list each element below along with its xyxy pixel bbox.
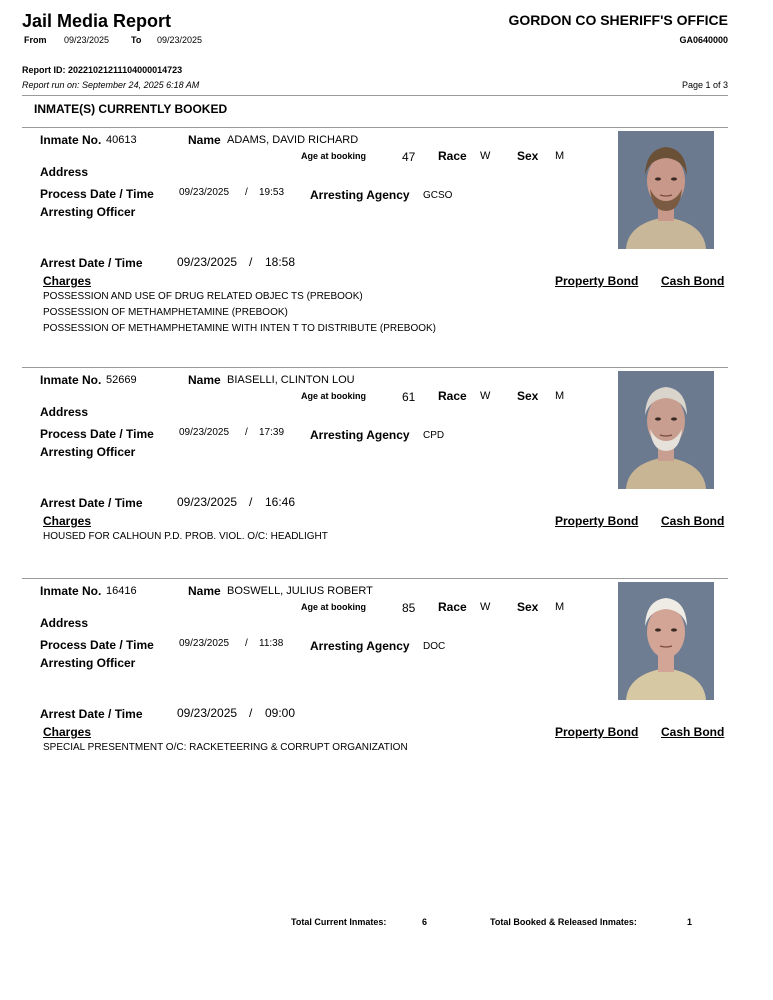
report-id: Report ID: 20221021211104000014723: [22, 65, 183, 75]
total-current-value: 6: [422, 917, 428, 927]
inmate-no-label: Inmate No.: [40, 133, 102, 147]
report-run-date: Report run on: September 24, 2025 6:18 AM: [22, 80, 200, 90]
inmate-record: [0, 367, 773, 577]
agency-label: Arresting Agency: [310, 188, 410, 202]
section-title: INMATE(S) CURRENTLY BOOKED: [34, 102, 228, 116]
record-divider: [22, 127, 728, 128]
officer-label: Arresting Officer: [40, 656, 136, 670]
race-value: W: [480, 601, 491, 613]
cash-bond-header: Cash Bond: [661, 274, 725, 288]
slash: /: [249, 706, 253, 720]
mugshot-photo: [618, 371, 714, 489]
charge-item: POSSESSION AND USE OF DRUG RELATED OBJEC TS (PREBOOK): [43, 291, 363, 302]
race-label: Race: [438, 600, 467, 614]
inmate-number: 16416: [106, 585, 137, 597]
race-label: Race: [438, 149, 467, 163]
age-label: Age at booking: [301, 151, 366, 161]
charge-item: POSSESSION OF METHAMPHETAMINE WITH INTEN T TO DISTRIBUTE (PREBOOK): [43, 323, 437, 334]
slash: /: [245, 187, 248, 198]
property-bond-header: Property Bond: [555, 514, 639, 528]
sex-value: M: [555, 601, 565, 613]
process-label: Process Date / Time: [40, 638, 154, 652]
inmate-no-label: Inmate No.: [40, 584, 102, 598]
total-released-label: Total Booked & Released Inmates:: [490, 917, 637, 927]
to-date: 09/23/2025: [157, 35, 203, 45]
inmate-no-label: Inmate No.: [40, 373, 102, 387]
process-label: Process Date / Time: [40, 187, 154, 201]
process-date: 09/23/2025: [179, 638, 230, 649]
race-value: W: [480, 390, 491, 402]
total-current-label: Total Current Inmates:: [291, 917, 387, 927]
process-time: 19:53: [259, 187, 285, 198]
process-time: 17:39: [259, 427, 285, 438]
charge-item: POSSESSION OF METHAMPHETAMINE (PREBOOK): [43, 307, 288, 318]
process-date: 09/23/2025: [179, 427, 230, 438]
agency-value: DOC: [423, 641, 446, 652]
race-value: W: [480, 150, 491, 162]
mugshot-image: [618, 582, 714, 700]
officer-label: Arresting Officer: [40, 445, 136, 459]
slash: /: [245, 638, 248, 649]
charges-header: Charges: [43, 514, 92, 528]
header-divider: [22, 95, 728, 96]
from-label: From: [24, 35, 47, 45]
age-value: 47: [402, 150, 416, 164]
agency-name: GORDON CO SHERIFF'S OFFICE: [508, 12, 728, 28]
name-label: Name: [188, 133, 221, 147]
agency-label: Arresting Agency: [310, 639, 410, 653]
charges-header: Charges: [43, 274, 92, 288]
ori-number: GA0640000: [679, 35, 728, 45]
sex-label: Sex: [517, 600, 539, 614]
record-divider: [22, 367, 728, 368]
cash-bond-header: Cash Bond: [661, 725, 725, 739]
agency-label: Arresting Agency: [310, 428, 410, 442]
arrest-label: Arrest Date / Time: [40, 256, 143, 270]
mugshot-photo: [618, 131, 714, 249]
arrest-time: 16:46: [265, 495, 296, 509]
sex-label: Sex: [517, 149, 539, 163]
name-label: Name: [188, 584, 221, 598]
process-label: Process Date / Time: [40, 427, 154, 441]
mugshot-image: [618, 371, 714, 489]
address-label: Address: [40, 405, 89, 419]
property-bond-header: Property Bond: [555, 274, 639, 288]
charge-item: HOUSED FOR CALHOUN P.D. PROB. VIOL. O/C: HEADLIGHT: [43, 531, 328, 542]
property-bond-header: Property Bond: [555, 725, 639, 739]
process-date: 09/23/2025: [179, 187, 230, 198]
charge-item: SPECIAL PRESENTMENT O/C: RACKETEERING & CORRUPT ORGANIZATION: [43, 742, 408, 753]
to-label: To: [131, 35, 142, 45]
arrest-time: 09:00: [265, 706, 296, 720]
page-number: Page 1 of 3: [681, 80, 728, 90]
age-value: 85: [402, 601, 416, 615]
sex-value: M: [555, 390, 565, 402]
report-title: Jail Media Report: [22, 11, 172, 31]
address-label: Address: [40, 165, 89, 179]
record-divider: [22, 578, 728, 579]
inmate-name: BOSWELL, JULIUS ROBERT: [227, 585, 373, 597]
sex-value: M: [555, 150, 565, 162]
slash: /: [249, 495, 253, 509]
inmate-number: 52669: [106, 374, 137, 386]
from-date: 09/23/2025: [64, 35, 110, 45]
officer-label: Arresting Officer: [40, 205, 136, 219]
age-label: Age at booking: [301, 391, 366, 401]
arrest-time: 18:58: [265, 255, 296, 269]
mugshot-image: [618, 131, 714, 249]
inmate-number: 40613: [106, 134, 137, 146]
arrest-label: Arrest Date / Time: [40, 707, 143, 721]
age-value: 61: [402, 390, 416, 404]
process-time: 11:38: [259, 638, 284, 649]
total-released-value: 1: [687, 917, 693, 927]
race-label: Race: [438, 389, 467, 403]
inmate-record: [0, 578, 773, 788]
mugshot-photo: [618, 582, 714, 700]
agency-value: GCSO: [423, 190, 453, 201]
slash: /: [245, 427, 248, 438]
arrest-label: Arrest Date / Time: [40, 496, 143, 510]
arrest-date: 09/23/2025: [177, 255, 238, 269]
arrest-date: 09/23/2025: [177, 495, 238, 509]
cash-bond-header: Cash Bond: [661, 514, 725, 528]
agency-value: CPD: [423, 430, 445, 441]
slash: /: [249, 255, 253, 269]
age-label: Age at booking: [301, 602, 366, 612]
inmate-name: BIASELLI, CLINTON LOU: [227, 374, 355, 386]
address-label: Address: [40, 616, 89, 630]
inmate-record: [0, 127, 773, 337]
arrest-date: 09/23/2025: [177, 706, 238, 720]
inmate-name: ADAMS, DAVID RICHARD: [227, 134, 359, 146]
charges-header: Charges: [43, 725, 92, 739]
name-label: Name: [188, 373, 221, 387]
sex-label: Sex: [517, 389, 539, 403]
